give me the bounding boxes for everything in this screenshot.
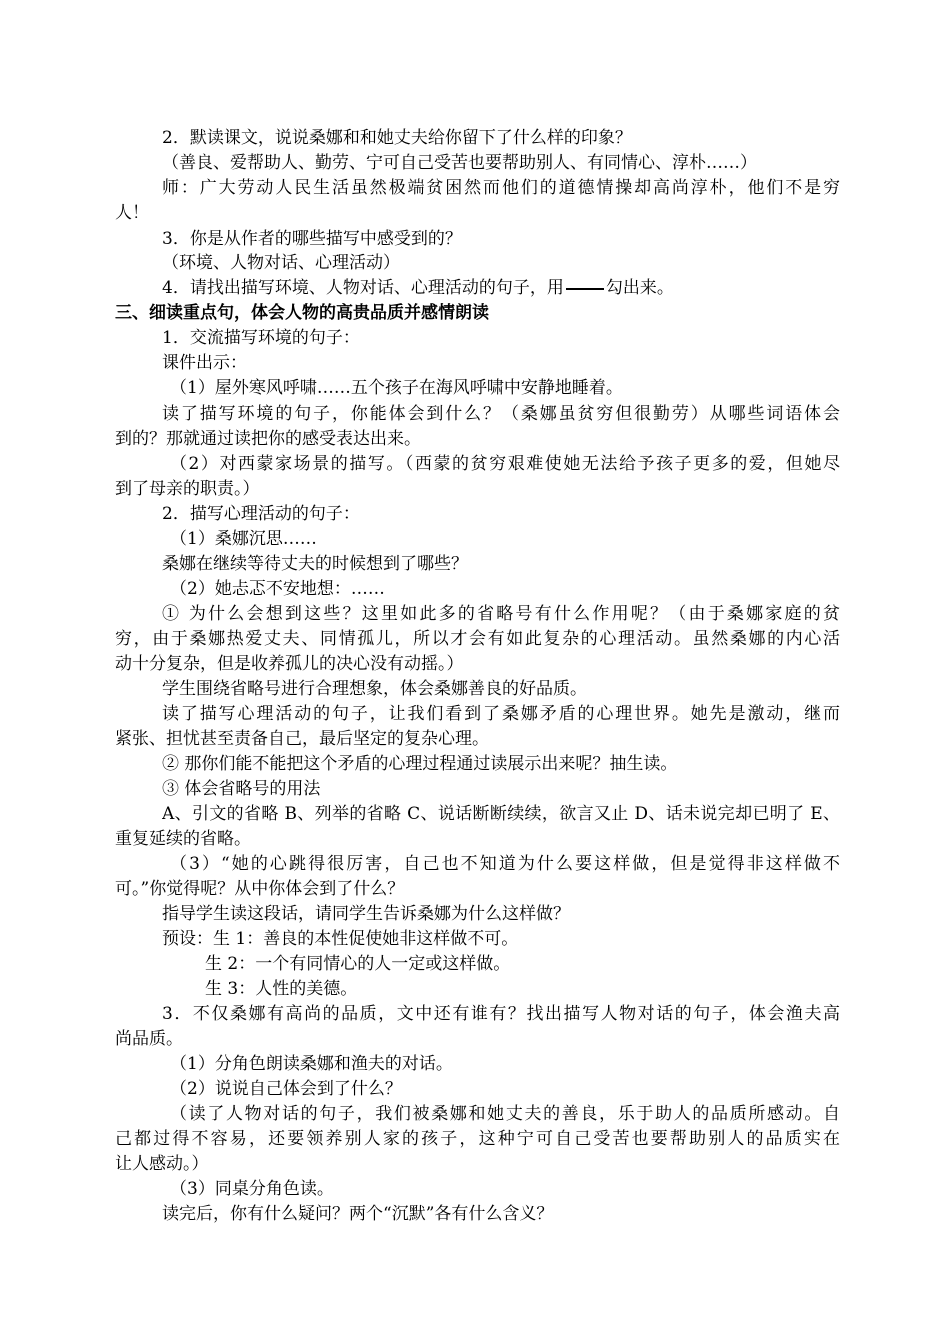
text-line: 读完后，你有什么疑问？两个“沉默”各有什么含义？ [162,1204,554,1224]
text-line: 指导学生读这段话，请同学生告诉桑娜为什么这样做？ [162,904,570,924]
text-line: 1．交流描写环境的句子： [162,328,360,348]
text-line: 2．默读课文，说说桑娜和和她丈夫给你留下了什么样的印象？ [162,128,632,148]
text-line: 读了描写心理活动的句子，让我们看到了桑娜矛盾的心理世界。她先是激动，继而 [162,704,840,724]
text-line: 师：广大劳动人民生活虽然极端贫困然而他们的道德情操却高尚淳朴，他们不是穷 [162,178,840,198]
text-line: （2）说说自己体会到了什么？ [170,1079,402,1099]
text-line: （3）同桌分角色读。 [170,1179,334,1199]
text-line: 3．不仅桑娜有高尚的品质，文中还有谁有？找出描写人物对话的句子，体会渔夫高 [162,1004,840,1024]
text-line: 动十分复杂，但是收养孤儿的决心没有动摇。） [115,654,464,674]
section-heading: 三、细读重点句，体会人物的高贵品质并感情朗读 [115,303,489,323]
text-line: （环境、人物对话、心理活动） [162,253,400,273]
text-line: 到的？那就通过读把你的感受表达出来。 [115,429,421,449]
text-line: （2）她忐忑不安地想：…… [170,579,385,599]
text-line: ① 为什么会想到这些？这里如此多的省略号有什么作用呢？（由于桑娜家庭的贫 [162,604,840,624]
text-line: 人！ [115,203,149,223]
text-line: 课件出示： [162,353,247,373]
text-line: 桑娜在继续等待丈夫的时候想到了哪些？ [162,554,468,574]
text-line: 预设：生 1：善良的本性促使她非这样做不可。 [162,929,519,949]
text-line: ② 那你们能不能把这个矛盾的心理过程通过读展示出来呢？抽生读。 [162,754,678,774]
text-line: 重复延续的省略。 [115,829,251,849]
text-line: （1）桑娜沉思…… [170,529,317,549]
text-line: 生 2：一个有同情心的人一定或这样做。 [205,954,511,974]
underline-mark [566,288,604,290]
text-line: 3．你是从作者的哪些描写中感受到的？ [162,229,462,249]
text-line: 己都过得不容易，还要领养别人家的孩子，这种宁可自己受苦也要帮助别人的品质实在 [115,1129,840,1149]
text-line: 紧张、担忧甚至责备自己，最后坚定的复杂心理。 [115,729,489,749]
text-line: 到了母亲的职责。） [115,479,260,499]
text-line: 让人感动。） [115,1154,209,1174]
text-line: 2．描写心理活动的句子： [162,504,360,524]
text-segment: 4．请找出描写环境、人物对话、心理活动的句子，用 [162,278,564,298]
text-line: （1）分角色朗读桑娜和渔夫的对话。 [170,1054,453,1074]
text-line: 穷，由于桑娜热爱丈夫、同情孤儿，所以才会有如此复杂的心理活动。虽然桑娜的内心活 [115,629,840,649]
text-line: （善良、爱帮助人、勤劳、宁可自己受苦也要帮助别人、有同情心、淳朴……） [162,153,757,173]
text-line: 尚品质。 [115,1029,183,1049]
text-line: 可。”你觉得呢？从中你体会到了什么？ [115,879,405,899]
text-line: 学生围绕省略号进行合理想象，体会桑娜善良的好品质。 [162,679,587,699]
text-line: 生 3：人性的美德。 [205,979,358,999]
text-line: 读了描写环境的句子，你能体会到什么？（桑娜虽贫穷但很勤劳）从哪些词语体会 [162,404,840,424]
text-line: ③ 体会省略号的用法 [162,779,321,799]
text-line: A、引文的省略 B、列举的省略 C、说话断断续续，欲言又止 D、话未说完却已明了 E、 [162,804,840,824]
text-line: （3）“她的心跳得很厉害，自己也不知道为什么要这样做，但是觉得非这样做不 [170,854,840,874]
text-segment: 勾出来。 [605,278,674,298]
text-line: （2）对西蒙家场景的描写。（西蒙的贫穷艰难使她无法给予孩子更多的爱，但她尽 [170,454,840,474]
text-line: （读了人物对话的句子，我们被桑娜和她丈夫的善良，乐于助人的品质所感动。自 [170,1104,840,1124]
text-line: （1）屋外寒风呼啸……五个孩子在海风呼啸中安静地睡着。 [170,378,623,398]
text-line [162,276,840,300]
